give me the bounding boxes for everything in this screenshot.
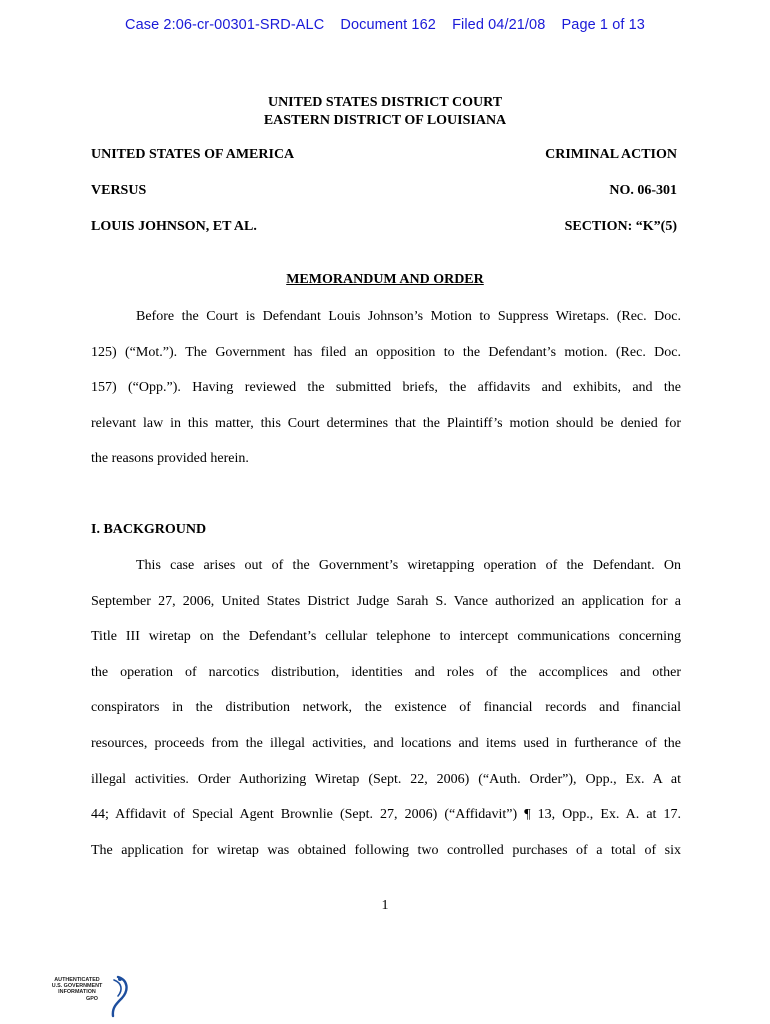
document-number: Document 162 [340, 17, 436, 33]
caption-row-2 [91, 183, 677, 199]
intro-line: relevant law in this matter, this Court determines that the Plaintiff’s motion should be denied for [91, 415, 681, 431]
caption-section: SECTION: “K”(5) [564, 219, 677, 234]
document-title: MEMORANDUM AND ORDER [286, 272, 484, 287]
gpo-seal-text: AUTHENTICATED U.S. GOVERNMENT INFORMATION GPO [51, 977, 103, 1002]
background-line: 44; Affidavit of Special Agent Brownlie (Sept. 27, 2006) (“Affidavit”) ¶ 13, Opp., Ex. A. at 17. [91, 807, 681, 823]
caption-action-type: CRIMINAL ACTION [545, 147, 677, 162]
intro-line: 157) (“Opp.”). Having reviewed the submitted briefs, the affidavits and exhibits, and the [91, 380, 681, 396]
court-name [0, 94, 770, 130]
background-line: illegal activities. Order Authorizing Wiretap (Sept. 22, 2006) (“Auth. Order”), Opp., Ex. A at [91, 771, 681, 787]
background-line: resources, proceeds from the illegal activities, and locations and items used in furtherance of the [91, 735, 681, 751]
page-count: Page 1 of 13 [561, 17, 645, 33]
background-line: conspirators in the distribution network, the existence of financial records and financial [91, 700, 681, 716]
court-line-2: EASTERN DISTRICT OF LOUISIANA [263, 113, 507, 128]
background-paragraph [91, 548, 681, 868]
filed-date: Filed 04/21/08 [452, 17, 546, 33]
background-line: Title III wiretap on the Defendant’s cellular telephone to intercept communications concerning [91, 629, 681, 645]
caption-row-3 [91, 219, 677, 235]
caption-case-no: NO. 06-301 [609, 183, 677, 198]
intro-paragraph [91, 299, 681, 477]
caption-party-plaintiff: UNITED STATES OF AMERICA [91, 147, 295, 162]
intro-line: Before the Court is Defendant Louis Johnson’s Motion to Suppress Wiretaps. (Rec. Doc. [136, 309, 681, 324]
page-number: 1 [381, 898, 389, 913]
caption-versus: VERSUS [91, 183, 147, 198]
background-line: the operation of narcotics distribution, identities and roles of the accomplices and other [91, 664, 681, 680]
case-number: Case 2:06-cr-00301-SRD-ALC [125, 17, 325, 33]
caption-row-1 [91, 147, 677, 163]
background-line: This case arises out of the Government’s wiretapping operation of the Defendant. On [136, 558, 681, 573]
gpo-authentication-seal [42, 974, 132, 1018]
background-line: September 27, 2006, United States District Judge Sarah S. Vance authorized an application for a [91, 593, 681, 609]
intro-line: the reasons provided herein. [91, 451, 249, 467]
gpo-eagle-icon [104, 974, 130, 1018]
section-heading-background: I. BACKGROUND [91, 522, 207, 537]
intro-line: 125) (“Mot.”). The Government has filed an opposition to the Defendant’s motion. (Rec. Doc. [91, 344, 681, 360]
caption-party-defendant: LOUIS JOHNSON, ET AL. [91, 219, 257, 234]
ecf-header-stamp [0, 17, 770, 33]
court-line-1: UNITED STATES DISTRICT COURT [267, 95, 503, 110]
background-line: The application for wiretap was obtained following two controlled purchases of a total of six [91, 842, 681, 858]
